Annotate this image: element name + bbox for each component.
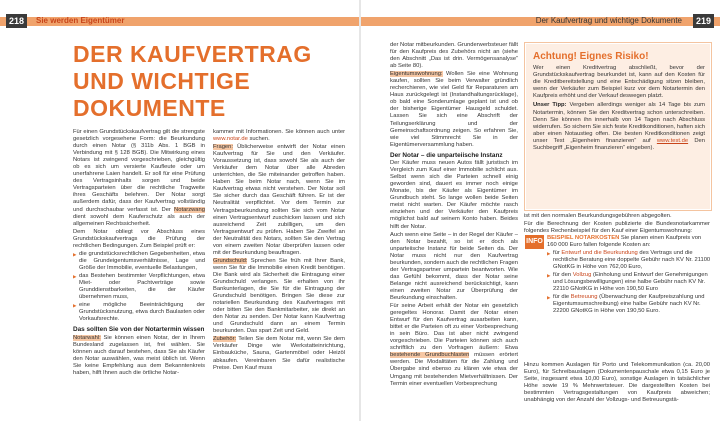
list-item: ▶ für die Betreuung (Überwachung der Kaufpreiszahlung und Eigentumsumschreibung) eine halbe Gebühr nach KV Nr. 22200 GNotKG in Höhe von 190,50 Euro. — [547, 294, 711, 315]
right-page — [361, 0, 720, 421]
info-title: BEISPIEL NOTARKOSTEN — [547, 235, 620, 241]
page-number: 219 — [693, 14, 714, 28]
list-item: ▶ eine mögliche Beeinträchtigung der Grundstücksnutzung, etwa durch Baulasten oder Vorkaufsrechte. — [73, 302, 205, 323]
running-header: Der Kaufvertrag und wichtige Dokumente — [535, 16, 682, 25]
paragraph: Notarwahl: Sie können einen Notar, der in Ihrem Bundesland zugelassen ist, frei wählen. Sie können auch darauf bestehen, dass Sie als Käufer den Notar auswählen, was meist üblich ist. Wenn Sie keine Empfehlung aus dem Bekanntenkreis haben, hilft Ihnen auch die örtliche Notar- — [73, 334, 205, 376]
bullet-list — [73, 251, 205, 323]
left-page — [0, 0, 359, 421]
list-item: ▶ für den Vollzug (Einholung und Entwurf der Genehmigungen und Lösungsbewilligungen) eine halbe Gebühr nach KV Nr. 22110 GNotKG in Höhe von 190,50 Euro — [547, 272, 711, 293]
paragraph: Für einen Grundstückskaufvertrag gilt die strengste gesetzlich vorgesehene Form: die Beurkundung durch einen Notar (§ 311b Abs. 1 BGB in Verbindung mit § 128 BGB). Die Mitwirkung eines Notars ist zwingend vorgeschrieben, gleichgültig ob es sich um versierte Kaufleute oder um unerfahrene Laien handelt. Er soll für eine Prüfung des Vertragsinhalts sorgen und beide Vertragsparteien über die rechtliche Tragweite ihres Geschäfts belehren. Der Notar sorgt außerdem dafür, dass der Kaufvertrag vollständig und durchschaubar verfasst ist. Der Notarzwang dient sowohl dem Kauferschutz als auch der allgemeinen Rechtssicherheit. — [73, 129, 205, 227]
paragraph: ist mit den normalen Beurkundungsgebühren abgegolten. — [524, 213, 672, 219]
text-column-4 — [524, 213, 710, 236]
list-item: ▶ das Bestehen bestimmter Verpflichtungen, etwa Miet- oder Pachtverträge sowie Grunddienstbarkeiten, die der Käufer übernehmen muss, — [73, 273, 205, 301]
info-list — [547, 250, 711, 315]
page-number: 218 — [6, 14, 27, 28]
paragraph: der Notar mitbeurkunden. Grunderwerbsteuer fällt für den Kaufpreis des Zubehörs nicht an (siehe den Abschnitt „Das ist drin. Vermögensanalyse“ ab Seite 80). — [390, 42, 518, 70]
notar-link[interactable]: www.notar.de — [213, 136, 248, 143]
paragraph: Für die Berechnung der Kosten publizierte die Bundesnotarkammer folgendes Rechenbeispiel für den Kauf einer Eigentumswohnung: — [524, 221, 710, 235]
paragraph: Wer einen Kreditvertrag abschließt, bevor der Grundstückskaufvertrag beurkundet ist, kann auf den Kosten für die Kreditbereitstellung und eine Entschädigung sitzen bleiben, wenn der Verkäufer zum Beispiel kurz vor dem Notartermin den Kaufpreis erhöht und der Verkauf deswegen platzt. — [533, 65, 705, 100]
text-column-2 — [213, 129, 345, 373]
paragraph: Eigentumswohnung: Wollen Sie eine Wohnung kaufen, sollten Sie beim Verwalter gründlich recherchieren, wie viel Geld für Reparaturen am Haus zurückgelegt ist (Instandhaltungsrücklage), ob bald eine Sonderumlage geplant ist und ob der bisherige Eigentümer Hausgeld schuldet. Lassen Sie sich eine Abschrift der Teilungserklärung und der Gemeinschaftsordnung zeigen. So erfahren Sie, wie viel Stimmrecht Sie in der Eigentümerversammlung haben. — [390, 71, 518, 148]
running-header: Sie werden Eigentümer — [36, 16, 125, 25]
page-title: DER KAUFVERTRAG UND WICHTIGE DOKUMENTE — [73, 41, 312, 121]
section-heading: Das sollten Sie von der Notartermin wissen — [73, 326, 205, 334]
warning-box — [524, 42, 712, 211]
warning-box-text — [533, 65, 705, 154]
paragraph: Der Käufer muss neuen Autos fällt juristisch im Vergleich zum Kauf einer Immobilie schlicht aus. Selbst wenn sich die Parteien schnell einig geworden sind, dauert es immer noch einige Monate, bis der Käufer als Eigentümer im Grundbuch steht. So lange wollen beide Seiten meist nicht warten. Der Käufer möchte rasch einziehen und der Verkäufer den Kaufpreis möglichst bald auf seinem Konto haben. Beides hilft der Notar. — [390, 160, 518, 230]
paragraph: Dem Notar obliegt vor Abschluss eines Grundstückskaufvertrags die Prüfung der rechtlichen Bedingungen. Zum Beispiel prüft er: — [73, 228, 205, 249]
text-column-1 — [73, 129, 205, 378]
paragraph: kammer mit Informationen. Sie können auch unter www.notar.de suchen. — [213, 129, 345, 143]
paragraph: Für seine Arbeit erhält der Notar ein gesetzlich geregeltes Honorar. Damit der Notar einen Entwurf für den Kaufvertrag ausarbeiten kann, bittet er die Parteien oft zu einer Vorbesprechung in sein Büro. Das ist aber nicht zwingend vorgeschrieben. Die Parteien können sich auch schriftlich zu den Vorfragen äußern: Etwa bestehende Grundbuchlasten müssen erörtert werden. Die Modalitäten für die Zahlung und Übergabe sind ebenso zu klären wie etwa der Umgang mit bestehenden Mietverhältnissen. Der Termin einer eventuellen Vorbesprechung — [390, 303, 519, 387]
paragraph: Fragen: Üblicherweise entwirft der Notar einen Kaufvertrag für Sie und den Verkäufer. Voraussetzung ist, dass sowohl Sie als auch der Verkäufer dem Notar über alle Abreden unterrichten, die Sie miteinander getroffen haben. Haben Sie beim Notar nach, wenn Sie im Kaufvertrag etwas nicht verstehen. Der Notar soll Sie sicher durch das Geschäft führen. Er ist der Neutralität verpflichtet. Vor dem Termin zur Vertragsbeurkundung sollten Sie sich vom Notar einen Vertragsentwurf zuschicken lassen und sich ausreichend Zeit zubilligen, um den Vertragsentwurf zu prüfen. Haben Sie Zweifel an der Neutralität des Notars, sollten Sie den Vertrag von einem zweiten Notar überprüfen lassen oder mit der Beurkundung beauftragen. — [213, 144, 345, 256]
info-text: BEISPIEL NOTARKOSTEN Sie planen einen Kaufpreis von 160 000 Euro fallen folgende Kosten an: ▶ für Entwurf und die Beurkundung des Vertrags und die rechtliche Beratung eine doppelte Gebühr nach KV Nr. 21100 GNotKG in Höhe von 762,00 Euro, ▶ für den Vollzug (Einholung und Entwurf der Genehmigungen und Lösungsbewilligungen) eine halbe Gebühr nach KV Nr. 22110 GNotKG in Höhe von 190,50 Euro ▶ für die Betreuung (Überwachung der Kaufpreiszahlung und Eigentumsumschreibung) eine halbe Gebühr nach KV Nr. 22200 GNotKG in Höhe von 190,50 Euro. — [547, 235, 711, 317]
warning-box-title: Achtung! Eignes Risiko! — [533, 51, 649, 62]
paragraph: Grundschuld: Sprechen Sie früh mit Ihrer Bank, wenn Sie für die Immobilie einen Kredit benötigen. Die Bank wird als Sicherheit die Eintragung einer Grundschuld verlangen. Sie erhalten von ihr Bankunterlagen, die Sie für die Eintragung der Grundschuld benötigen. Bringen Sie diese zur notariellen Beurkundung des Kaufvertrages mit oder bitten Sie den Bankmitarbeiter, sie direkt an den Notar zu senden. Der Notar kann Kaufvertrag und Grundschuld dann an einem Termin beurkunden. Das spart Zeit und Geld. — [213, 257, 345, 335]
section-heading: Der Notar – die unparteiische Instanz — [390, 151, 503, 159]
paragraph: Unser Tipp: Vergeben allerdings weniger als 14 Tage bis zum Notartermin, können Sie den Kreditvertrag schon unterschreiben. Denn Sie können ihn innerhalb von 14 Tagen nach Abschluss widerrufen. So sichern Sie sich feste Kreditkonditionen, haften sich aber einen Notaustieg offen. Die besten Kreditkonditionen zeigt unser Test „Eigenheim finanzieren“ auf www.test.de Den Suchbegriff „Eigenheim finanzieren“ eingeben). — [533, 102, 705, 152]
test-link[interactable]: www.test.de — [656, 137, 689, 144]
paragraph: Auch wenn eine Seite – in der Regel der Käufer – den Notar bezahlt, so ist er doch als unparteiische Instanz für beide Seiten da. Der Notar muss nicht nur den Kaufvertrag beurkunden, sondern auch die rechtlichen Fragen der Vertragspartner umpartein beantworten. Wie das Gefühl bekommt, dass der Notar seine Belange nicht ausreichend berücksichtigt, kann einen zweiten Notar zur Überprüfung der Beurkundung einschalten. — [390, 231, 518, 301]
paragraph: Zubehör: Teilen Sie dem Notar mit, wenn Sie dem Verkäufer Dinge wie Werkstatteinrichtung, Einbauküche, Sauna, Gartenmöbel oder Heizöl abkaufen. Vereinbaren Sie dafür realistische Preise. Den Kauf muss — [213, 336, 345, 371]
list-item: ▶ die grundstücksrechtlichen Gegebenheiten, etwa die Grundeigentumsverhältnisse, Lage und Größe der Immobilie, eventuelle Belastungen, — [73, 251, 205, 272]
list-item: ▶ für Entwurf und die Beurkundung des Vertrags und die rechtliche Beratung eine doppelte Gebühr nach KV Nr. 21100 GNotKG in Höhe von 762,00 Euro, — [547, 250, 711, 271]
info-badge: INFO — [525, 235, 544, 249]
text-column-3 — [390, 42, 518, 389]
paragraph: Hinzu kommen Auslagen für Porto und Telekommunikation (ca. 20,00 Euro), für Schreibauslagen (Dokumentenpauschale etwa 0,15 Euro je Seite, insgesamt etwa 10,00 Euro), sonstige Auslagen in tatsächlicher Höhe sowie 19 % Mehrwertsteuer. Die dargestellten Kosten bei bestimmten Vertragsgestaltungen von Kaufpreis abweichen; unabhängig von der Anzahl der Vollzugs- und Betreuungstä- — [524, 362, 710, 404]
